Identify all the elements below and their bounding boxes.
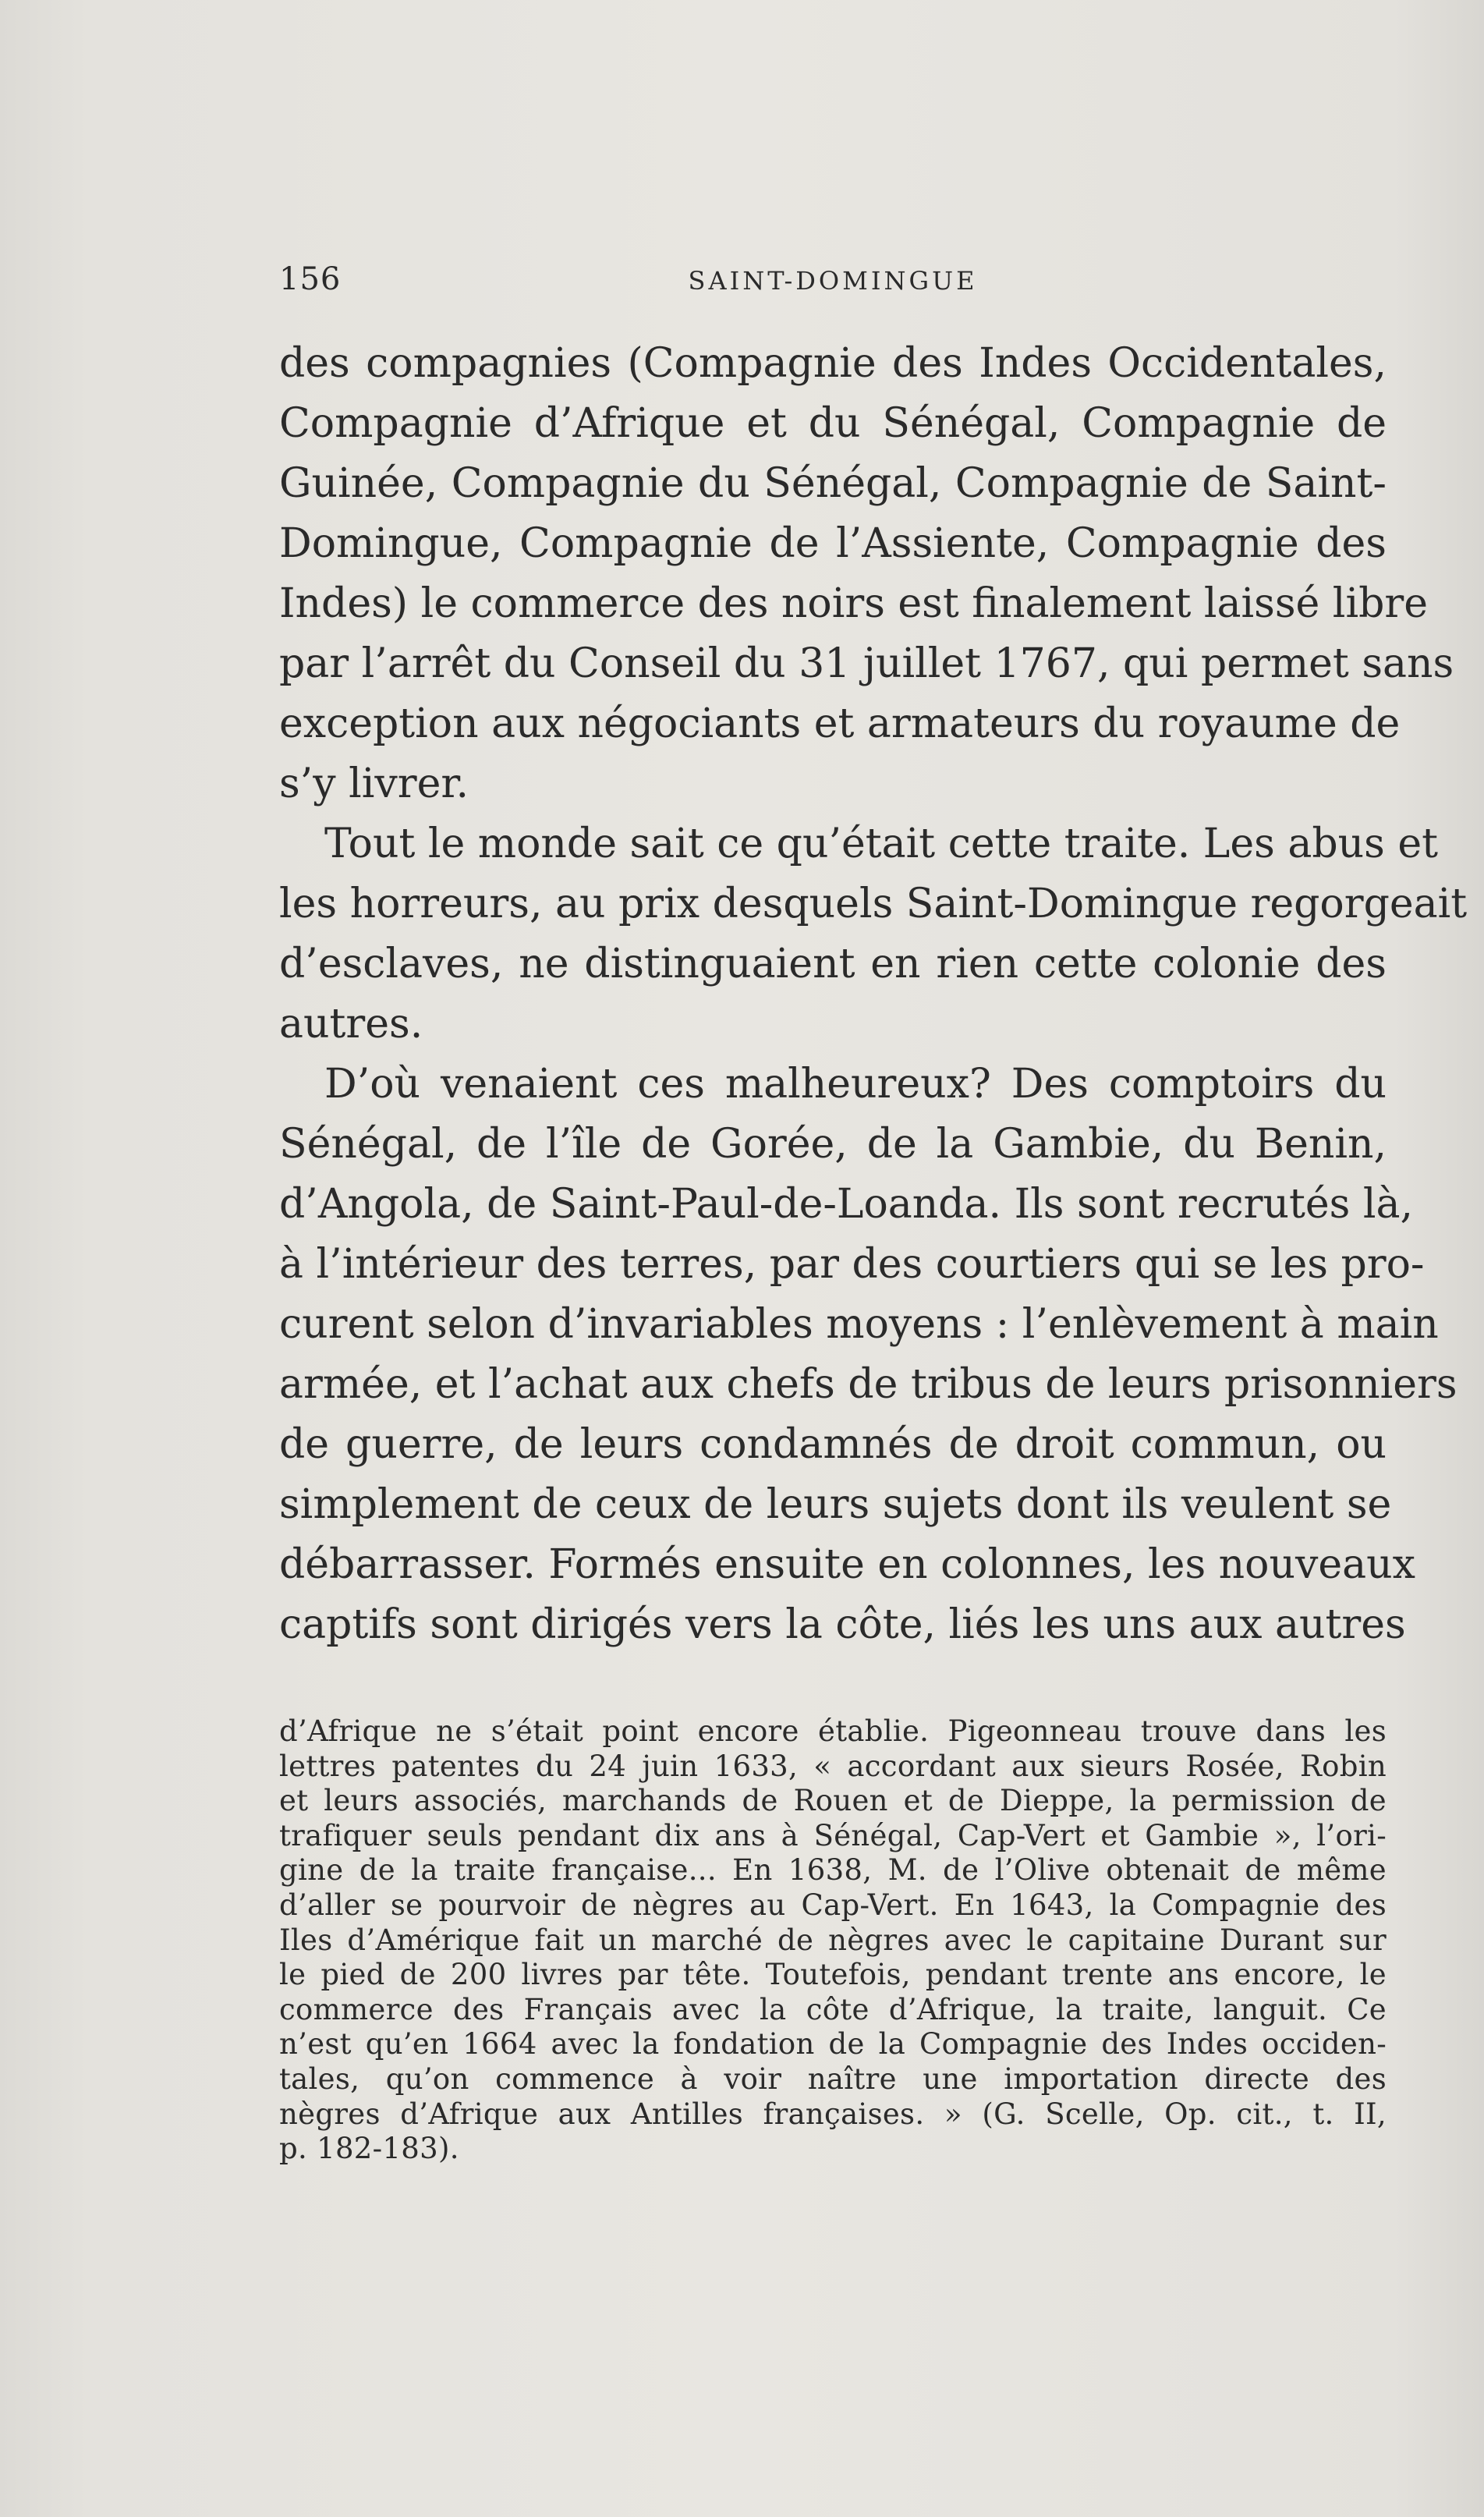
text-line: Domingue, Compagnie de l’Assiente, Compagnie des xyxy=(279,520,1387,567)
text-line: autres. xyxy=(279,1001,423,1048)
footnote xyxy=(279,1714,1387,2167)
footnote-line: p. 182-183). xyxy=(279,2132,459,2166)
text-line: armée, et l’achat aux chefs de tribus de leurs prisonniers xyxy=(279,1361,1457,1408)
footnote-line: Iles d’Amérique fait un marché de nègres avec le capitaine Durant sur xyxy=(279,1923,1387,1957)
text-line: D’où venaient ces malheureux? Des comptoirs du xyxy=(324,1061,1387,1108)
text-line: curent selon d’invariables moyens : l’enlèvement à main xyxy=(279,1301,1439,1348)
footnote-line: d’aller se pourvoir de nègres au Cap-Vert. En 1643, la Compagnie des xyxy=(279,1888,1387,1922)
text-line: des compagnies (Compagnie des Indes Occidentales, xyxy=(279,340,1387,387)
footnote-line: et leurs associés, marchands de Rouen et de Dieppe, la permission de xyxy=(279,1784,1387,1818)
footnote-line: tales, qu’on commence à voir naître une importation directe des xyxy=(279,2061,1387,2096)
footnote-line: commerce des Français avec la côte d’Afrique, la traite, languit. Ce xyxy=(279,1992,1387,2026)
text-line: de guerre, de leurs condamnés de droit commun, ou xyxy=(279,1421,1387,1468)
footnote-line: lettres patentes du 24 juin 1633, « accordant aux sieurs Rosée, Robin xyxy=(279,1749,1387,1783)
text-line: captifs sont dirigés vers la côte, liés les uns aux autres xyxy=(279,1601,1406,1648)
text-line: simplement de ceux de leurs sujets dont ils veulent se xyxy=(279,1481,1392,1528)
text-line: Guinée, Compagnie du Sénégal, Compagnie de Saint- xyxy=(279,460,1387,507)
text-line: les horreurs, au prix desquels Saint-Domingue regorgeait xyxy=(279,881,1468,927)
footnote-line: le pied de 200 livres par tête. Toutefois, pendant trente ans encore, le xyxy=(279,1958,1387,1992)
footnote-line: d’Afrique ne s’était point encore établie. Pigeonneau trouve dans les xyxy=(279,1714,1387,1748)
text-line: Sénégal, de l’île de Gorée, de la Gambie, du Benin, xyxy=(279,1121,1387,1168)
footnote-line: trafiquer seuls pendant dix ans à Sénégal, Cap-Vert et Gambie », l’ori- xyxy=(279,1818,1387,1852)
page-number: 156 xyxy=(279,261,342,297)
text-line: Compagnie d’Afrique et du Sénégal, Compagnie de xyxy=(279,400,1387,447)
text-line: Tout le monde sait ce qu’était cette traite. Les abus et xyxy=(324,821,1438,867)
main-text xyxy=(279,334,1468,1655)
text-line: d’esclaves, ne distinguaient en rien cette colonie des xyxy=(279,941,1387,987)
text-line: par l’arrêt du Conseil du 31 juillet 1767, qui permet sans xyxy=(279,640,1454,687)
text-line: Indes) le commerce des noirs est finalement laissé libre xyxy=(279,580,1428,627)
footnote-line: nègres d’Afrique aux Antilles françaises. » (G. Scelle, Op. cit., t. II, xyxy=(279,2097,1387,2131)
footnote-line: n’est qu’en 1664 avec la fondation de la Compagnie des Indes occiden- xyxy=(279,2027,1387,2061)
text-line: d’Angola, de Saint-Paul-de-Loanda. Ils sont recrutés là, xyxy=(279,1181,1414,1228)
text-line: exception aux négociants et armateurs du royaume de xyxy=(279,700,1401,747)
text-line: débarrasser. Formés ensuite en colonnes, les nouveaux xyxy=(279,1541,1415,1588)
text-line: à l’intérieur des terres, par des courtiers qui se les pro- xyxy=(279,1241,1425,1288)
footnote-line: gine de la traite française... En 1638, M. de l’Olive obtenait de même xyxy=(279,1853,1387,1888)
running-head: SAINT-DOMINGUE xyxy=(688,266,978,296)
text-line: s’y livrer. xyxy=(279,760,469,807)
page-header xyxy=(279,261,1387,308)
